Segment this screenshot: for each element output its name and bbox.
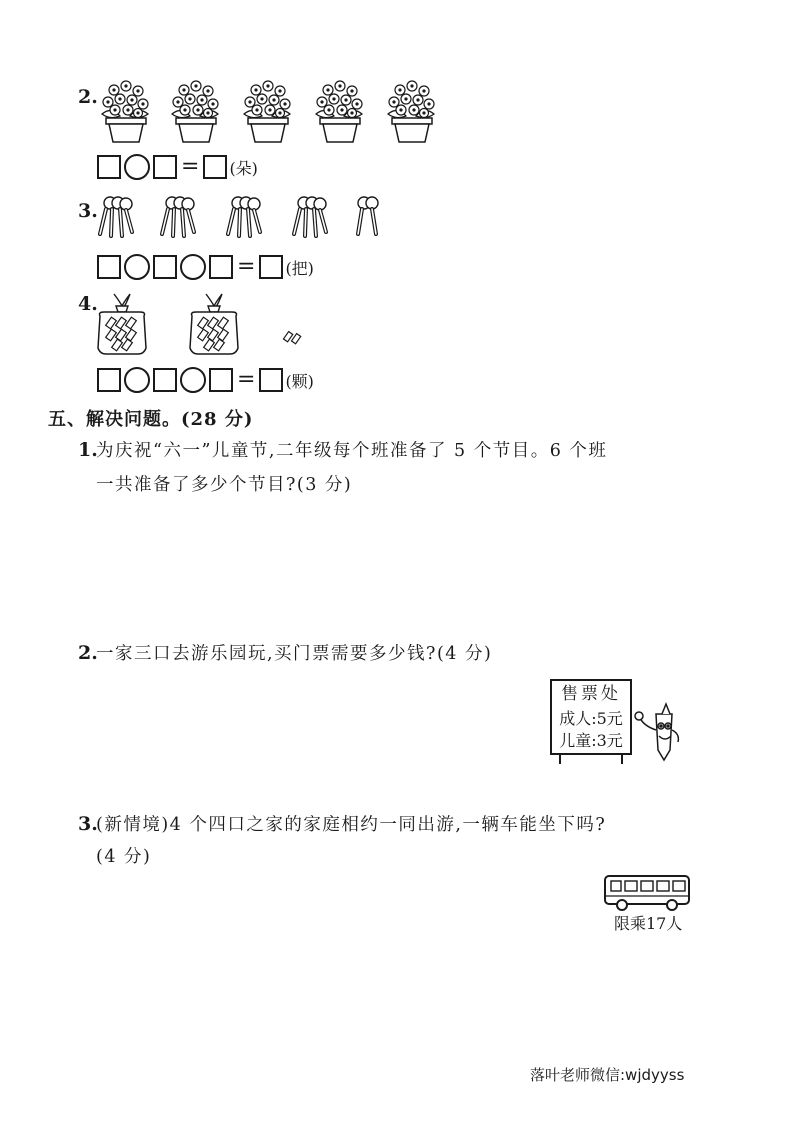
question-4-number: 4.	[78, 293, 98, 315]
answer-box[interactable]	[153, 368, 177, 392]
unit-label: (把)	[285, 258, 314, 278]
candy-bag-2	[190, 294, 238, 354]
answer-box[interactable]	[97, 155, 121, 179]
answer-box[interactable]	[97, 368, 121, 392]
bus-capacity-label: 限乘17人	[614, 914, 683, 933]
bus-icon	[602, 872, 694, 912]
operator-circle[interactable]	[124, 254, 150, 280]
key-bunch-3	[228, 197, 260, 236]
ticket-adult-price: 成人:5元	[559, 709, 623, 728]
footer-contact: 落叶老师微信:wjdyyss	[530, 1066, 685, 1084]
answer-box[interactable]	[209, 255, 233, 279]
s5-question-1-line-1: 为庆祝“六一”儿童节,二年级每个班准备了 5 个节目。6 个班	[96, 441, 608, 461]
answer-box[interactable]	[153, 155, 177, 179]
ticket-child-price: 儿童:3元	[559, 731, 623, 750]
flower-pot-3	[244, 81, 290, 142]
s5-question-2-number: 2.	[78, 642, 98, 664]
flower-pot-4	[316, 81, 362, 142]
flower-pot-2	[172, 81, 218, 142]
question-3-number: 3.	[78, 200, 98, 222]
s5-question-1-line-2: 一共准备了多少个节目?(3 分)	[96, 475, 353, 495]
equation-row-3	[97, 254, 314, 280]
answer-box[interactable]	[97, 255, 121, 279]
s5-question-3-line-1: (新情境)4 个四口之家的家庭相约一同出游,一辆车能坐下吗?	[96, 815, 607, 835]
pencil-mascot-icon	[635, 704, 678, 760]
section-5-title: 五、解决问题。(28 分)	[48, 409, 254, 430]
equals-sign: =	[237, 367, 256, 392]
result-box[interactable]	[259, 255, 283, 279]
key-bunch-1	[100, 197, 132, 236]
equals-sign: =	[181, 154, 200, 179]
s5-question-3-line-2: (4 分)	[96, 847, 152, 867]
loose-candies	[283, 332, 300, 344]
key-bunch-2	[162, 197, 194, 236]
answer-box[interactable]	[153, 255, 177, 279]
s5-question-1-answer-area[interactable]	[96, 505, 696, 625]
flower-pot-5	[388, 81, 434, 142]
s5-question-2-text: 一家三口去游乐园玩,买门票需要多少钱?(4 分)	[96, 644, 493, 664]
equals-sign: =	[237, 254, 256, 279]
flower-pots-illustration	[96, 80, 456, 146]
ticket-sign	[544, 674, 694, 766]
question-2-number: 2.	[78, 86, 98, 108]
operator-circle[interactable]	[124, 154, 150, 180]
key-bunches-illustration	[94, 194, 394, 240]
operator-circle[interactable]	[124, 367, 150, 393]
operator-circle[interactable]	[180, 367, 206, 393]
answer-box[interactable]	[209, 368, 233, 392]
candy-bags-illustration	[94, 290, 314, 358]
unit-label: (颗)	[285, 371, 314, 391]
ticket-sign-title: 售票处	[561, 684, 621, 704]
candy-bag-1	[98, 294, 146, 354]
key-bunch-4	[294, 197, 326, 236]
result-box[interactable]	[259, 368, 283, 392]
s5-question-3-number: 3.	[78, 813, 98, 835]
result-box[interactable]	[203, 155, 227, 179]
key-bunch-5	[358, 197, 378, 234]
flower-pot-1	[102, 81, 148, 142]
equation-row-4	[97, 367, 314, 393]
unit-label: (朵)	[229, 158, 258, 178]
s5-question-1-number: 1.	[78, 439, 98, 461]
operator-circle[interactable]	[180, 254, 206, 280]
equation-row-2	[97, 154, 258, 180]
